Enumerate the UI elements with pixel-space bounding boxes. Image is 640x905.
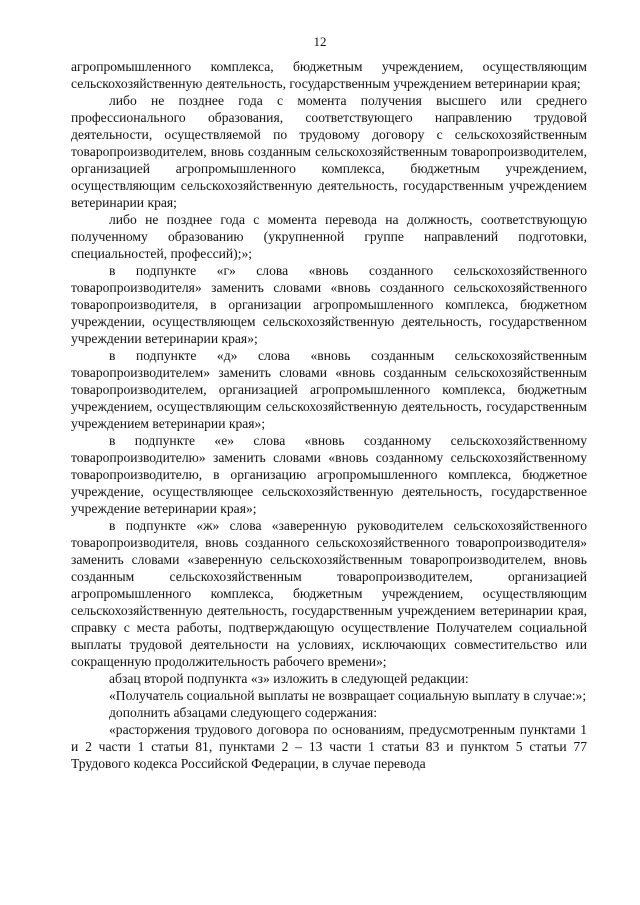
paragraph-transfer-term: либо не позднее года с момента перевода на должность, соответствующую полученному образованию (укрупненной группе направлений подготовки, специальностей, профессий);»;: [71, 212, 587, 261]
paragraph-termination-grounds: «расторжения трудового договора по основаниям, предусмотренным пунктами 1 и 2 части 1 статьи 81, пунктами 2 – 13 части 1 статьи 83 и пунктом 5 статьи 77 Трудового кодекса Российской Федерации, в случае перевода: [71, 722, 587, 771]
paragraph-subpoint-z-intro: абзац второй подпункта «з» изложить в следующей редакции:: [109, 671, 469, 686]
paragraph-subpoint-g: в подпункте «г» слова «вновь созданного сельскохозяйственного товаропроизводителя» заменить словами «вновь созданного сельскохозяйственного товаропроизводителя, в организации агропромышленного комплекса, бюджетном учреждении, осуществляющем сельскохозяйственную деятельность, государственном учреждении ветеринарии края»;: [71, 263, 587, 346]
document-body: [71, 58, 587, 772]
paragraph-continuation: агропромышленного комплекса, бюджетным учреждением, осуществляющим сельскохозяйственную деятельность, государственным учреждением ветеринарии края;: [71, 59, 587, 91]
paragraph-subpoint-z-text: «Получатель социальной выплаты не возвращает социальную выплату в случае:»;: [109, 688, 587, 703]
page-number: 12: [313, 34, 327, 49]
paragraph-subpoint-d: в подпункте «д» слова «вновь созданным сельскохозяйственным товаропроизводителем» заменить словами «вновь созданным сельскохозяйственным товаропроизводителем, организацией агропромышленного комплекса, бюджетным учреждением, осуществляющим сельскохозяйственную деятельность, государственным учреждением ветеринарии края»;: [71, 348, 587, 431]
paragraph-supplement-intro: дополнить абзацами следующего содержания:: [109, 705, 378, 720]
paragraph-subpoint-e: в подпункте «е» слова «вновь созданному сельскохозяйственному товаропроизводителю» заменить словами «вновь созданному сельскохозяйственному товаропроизводителю, в организацию агропромышленного комплекса, бюджетное учреждение, осуществляющее сельскохозяйственную деятельность, государственное учреждение ветеринарии края»;: [71, 433, 587, 516]
paragraph-subpoint-zh: в подпункте «ж» слова «заверенную руководителем сельскохозяйственного товаропроизводителя, вновь созданного сельскохозяйственного товаропроизводителя» заменить словами «заверенную сельскохозяйственным товаропроизводителем, вновь созданным сельскохозяйственным товаропроизводителем, организацией агропромышленного комплекса, бюджетным учреждением, осуществляющим сельскохозяйственную деятельность, государственным учреждением ветеринарии края, справку с места работы, подтверждающую осуществление Получателем социальной выплаты трудовой деятельности на условиях, исключающих совместительство или сокращенную продолжительность рабочего времени»;: [71, 518, 587, 669]
paragraph-higher-education-term: либо не позднее года с момента получения высшего или среднего профессионального образования, соответствующего направлению трудовой деятельности, осуществляемой по трудовому договору с сельскохозяйственным товаропроизводителем, вновь созданным сельскохозяйственным товаропроизводителем, организацией агропромышленного комплекса, бюджетным учреждением, осуществляющим сельскохозяйственную деятельность, государственным учреждением ветеринарии края;: [71, 93, 587, 210]
